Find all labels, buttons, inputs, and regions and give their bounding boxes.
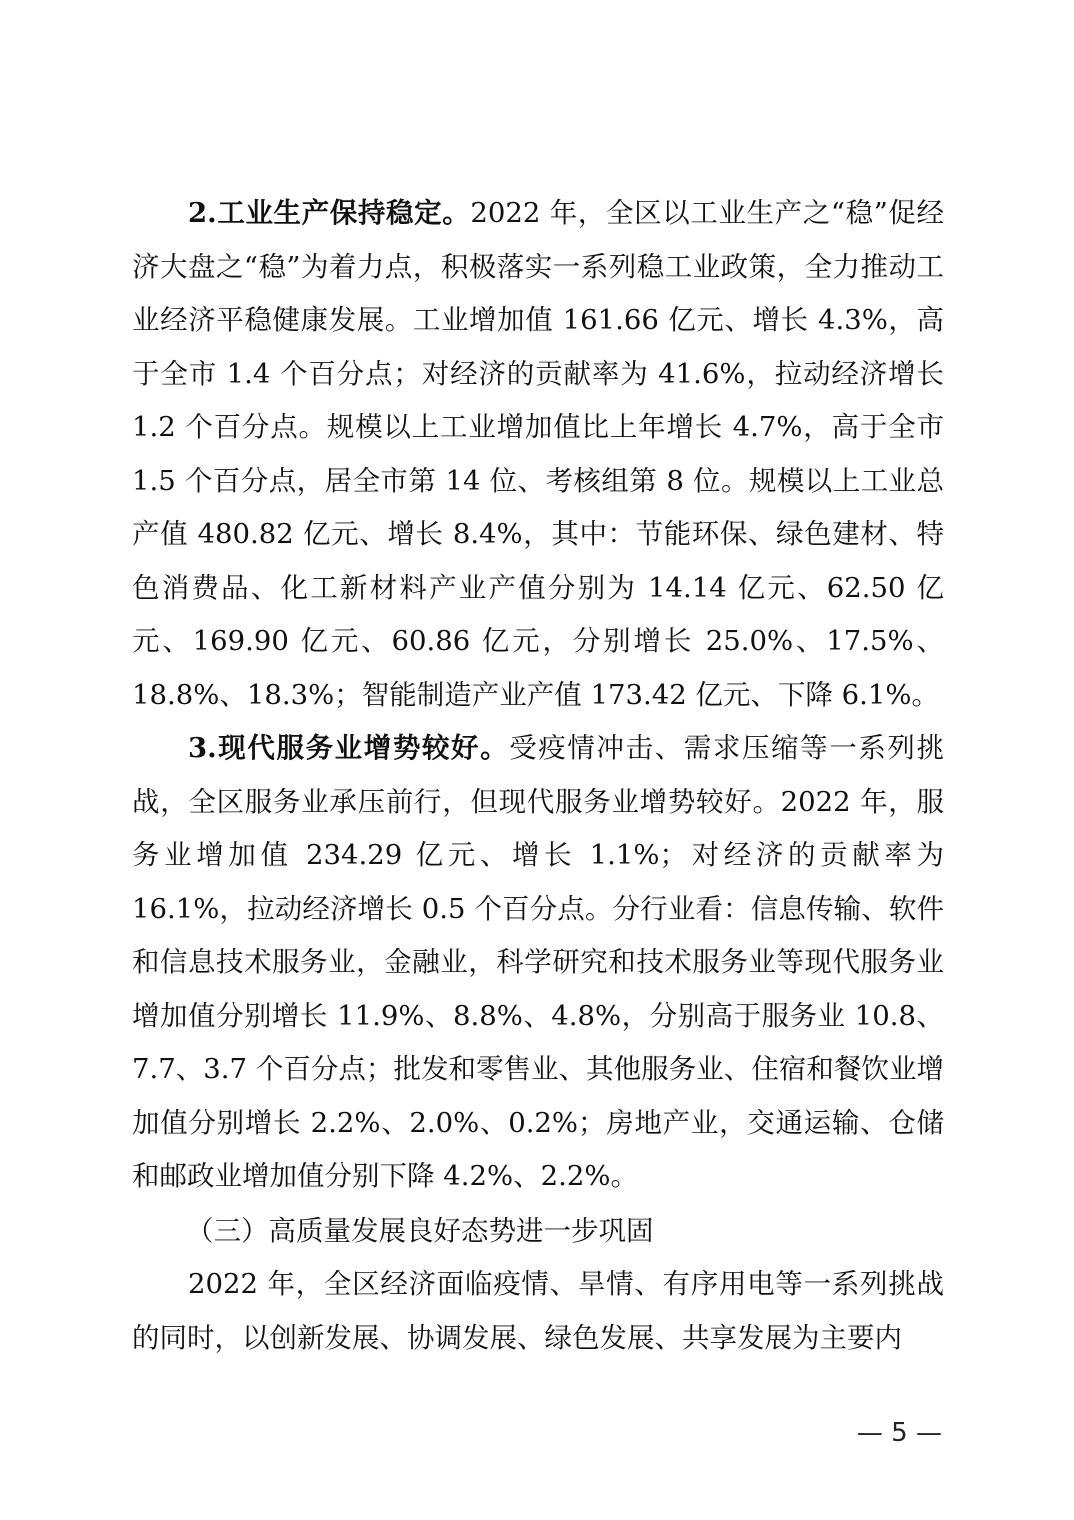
section-heading: （三）高质量发展良好态势进一步巩固 <box>186 1215 654 1247</box>
paragraph-industrial-production <box>132 187 944 722</box>
paragraph-modern-services <box>132 722 944 1204</box>
page-number: — 5 — <box>856 1418 942 1448</box>
paragraph-lead: 3.现代服务业增势较好。 <box>188 732 510 764</box>
paragraph-body: 受疫情冲击、需求压缩等一系列挑战，全区服务业承压前行，但现代服务业增势较好。2022 年，服务业增加值 234.29 亿元、增长 1.1%；对经济的贡献率为 16.1%，拉动经济增长 0.5 个百分点。分行业看：信息传输、软件和信息技术服务业，金融业，科学研究和技术服务业等现代服务业增加值分别增长 11.9%、8.8%、4.8%，分别高于服务业 10.8、7.7、3.7 个百分点；批发和零售业、其他服务业、住宿和餐饮业增加值分别增长 2.2%、2.0%、0.2%；房地产业，交通运输、仓储和邮政业增加值分别下降 4.2%、2.2%。 <box>132 732 944 1192</box>
paragraph-body: 2022 年，全区以工业生产之“稳”促经济大盘之“稳”为着力点，积极落实一系列稳工业政策，全力推动工业经济平稳健康发展。工业增加值 161.66 亿元、增长 4.3%，高于全市 1.4 个百分点；对经济的贡献率为 41.6%，拉动经济增长 1.2 个百分点。规模以上工业增加值比上年增长 4.7%，高于全市 1.5 个百分点，居全市第 14 位、考核组第 8 位。规模以上工业总产值 480.82 亿元、增长 8.4%，其中：节能环保、绿色建材、特色消费品、化工新材料产业产值分别为 14.14 亿元、62.50 亿元、169.90 亿元、60.86 亿元，分别增长 25.0%、17.5%、18.8%、18.3%；智能制造产业产值 173.42 亿元、下降 6.1%。 <box>132 197 944 711</box>
paragraph-lead: 2.工业生产保持稳定。 <box>188 197 471 229</box>
paragraph-closing: 2022 年，全区经济面临疫情、旱情、有序用电等一系列挑战的同时，以创新发展、协调发展、绿色发展、共享发展为主要内 <box>132 1268 944 1354</box>
